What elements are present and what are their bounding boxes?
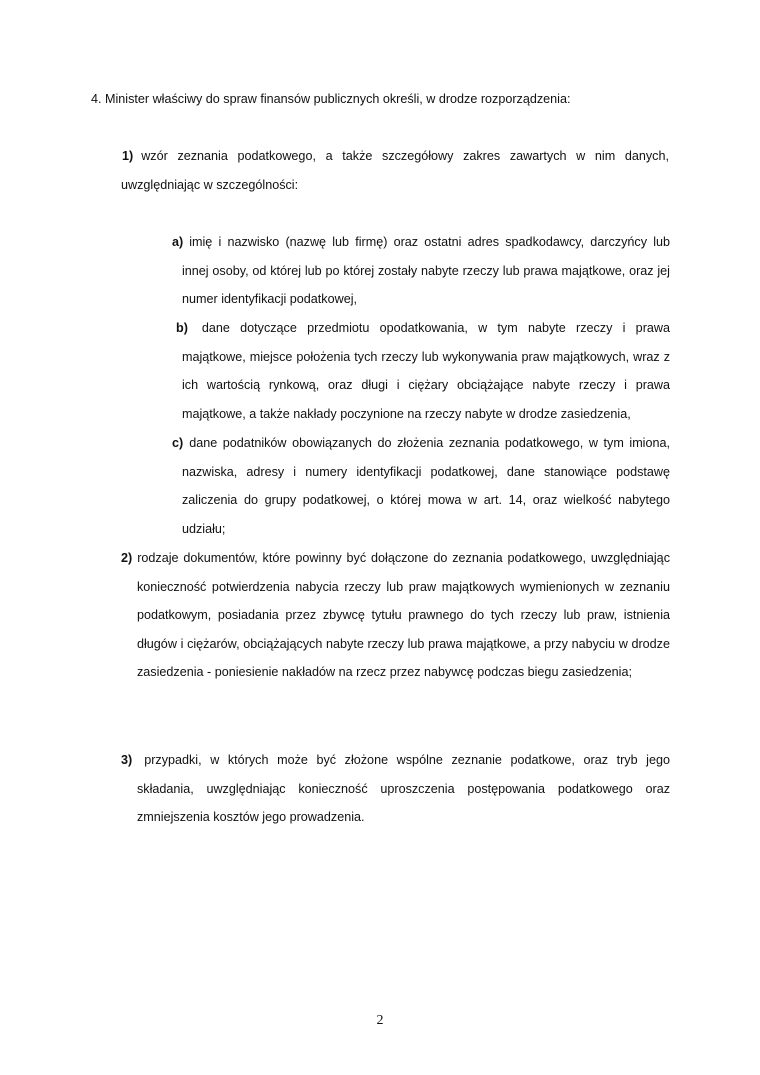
item-2-text: rodzaje dokumentów, które powinny być dołączone do zeznania podatkowego, uwzględniając konieczność potwierdzenia nabycia rzeczy lub praw majątkowych wymienionych w zeznaniu podatkowym, posiadania przez zbywcę tytułu prawnego do tych rzeczy lub praw, istnienia długów i ciężarów, obciążających nabyte rzeczy lub prawa majątkowe, a przy nabyciu w drodze zasiedzenia - poniesienie nakładów na rzecz przez nabywcę podczas biegu zasiedzenia; <box>137 551 670 680</box>
subitem-a-label: a) <box>172 235 184 249</box>
page-number: 2 <box>376 1013 384 1028</box>
subitem-c <box>172 429 670 543</box>
intro-text: 4. Minister właściwy do spraw finansów publicznych określi, w drodze rozporządzenia: <box>91 92 571 106</box>
item-3 <box>121 746 670 832</box>
item-1-label: 1) <box>122 149 134 163</box>
subitem-c-text: dane podatników obowiązanych do złożenia zeznania podatkowego, w tym imiona, nazwiska, adresy i numery identyfikacji podatkowej, dane stanowiące podstawę zaliczenia do grupy podatkowej, o której mowa w art. 14, oraz wielkość nabytego udziału; <box>182 436 670 536</box>
subitem-c-label: c) <box>172 436 184 450</box>
subitem-b <box>176 314 670 428</box>
item-3-label: 3) <box>121 753 133 767</box>
subitem-b-label: b) <box>176 321 188 335</box>
item-1 <box>121 142 669 199</box>
item-1-text: wzór zeznania podatkowego, a także szczegółowy zakres zawartych w nim danych, uwzględniając w szczególności: <box>121 149 669 192</box>
intro-paragraph <box>91 91 570 107</box>
item-2-label: 2) <box>121 551 133 565</box>
item-3-text: przypadki, w których może być złożone wspólne zeznanie podatkowe, oraz tryb jego składania, uwzględniając konieczność uproszczenia postępowania podatkowego oraz zmniejszenia kosztów jego prowadzenia. <box>137 753 670 825</box>
subitem-a <box>172 228 670 314</box>
subitem-b-text: dane dotyczące przedmiotu opodatkowania, w tym nabyte rzeczy i prawa majątkowe, miejsce położenia tych rzeczy lub wykonywania praw majątkowych, wraz z ich wartością rynkową, oraz długi i ciężary obciążające nabyte rzeczy i prawa majątkowe, a także nakłady poczynione na rzeczy nabyte w drodze zasiedzenia, <box>182 321 670 421</box>
subitem-a-text: imię i nazwisko (nazwę lub firmę) oraz ostatni adres spadkodawcy, darczyńcy lub innej osoby, od której lub po której zostały nabyte rzeczy lub prawa majątkowe, oraz jej numer identyfikacji podatkowej, <box>182 235 670 307</box>
item-2 <box>121 544 670 687</box>
